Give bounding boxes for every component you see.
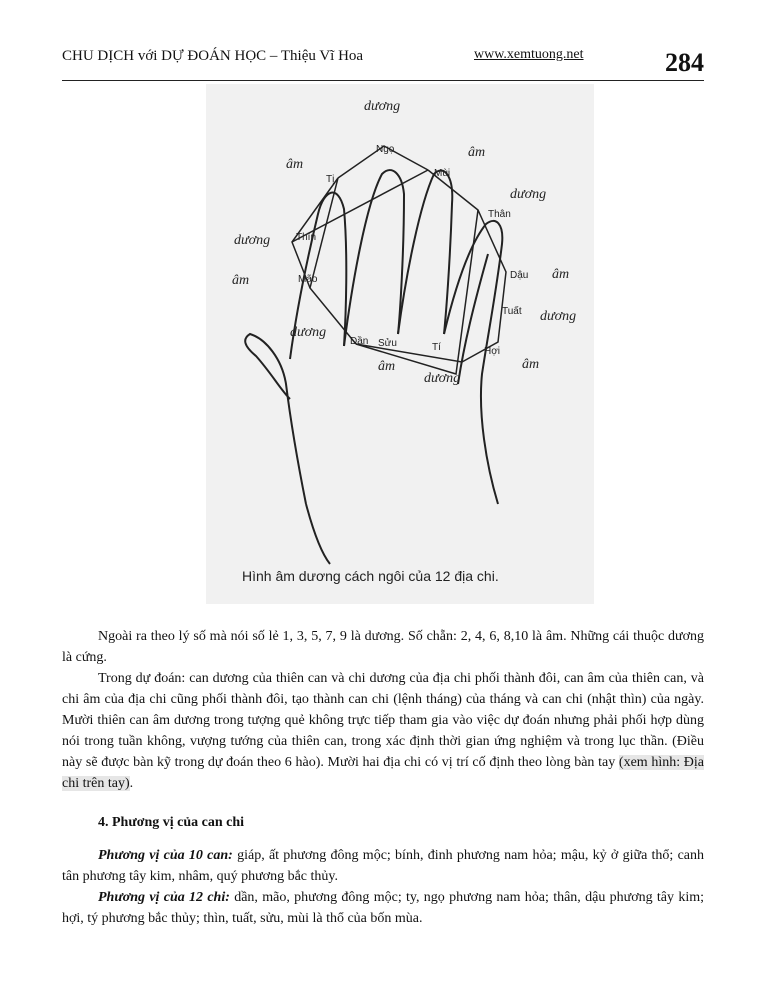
paragraph-3-label: Phương vị của 10 can: — [98, 848, 233, 863]
label-suu: Sửu — [378, 338, 397, 349]
label-ti-top: Tị — [326, 174, 335, 185]
label-hoi: Hợi — [484, 346, 501, 357]
label-am-bottom: âm — [378, 359, 396, 374]
page-header — [62, 44, 704, 81]
label-than: Thân — [488, 209, 511, 220]
label-mui: Mùi — [434, 168, 451, 179]
page-number: 284 — [665, 48, 704, 77]
label-ti-bottom: Tí — [432, 342, 441, 353]
paragraph-3 — [62, 845, 704, 887]
label-am-right-bottom: âm — [522, 357, 540, 372]
label-dau: Dậu — [510, 270, 529, 281]
paragraph-2 — [62, 668, 704, 794]
label-am-left: âm — [232, 273, 250, 288]
website-link[interactable]: www.xemtuong.net — [474, 47, 584, 62]
label-am-topleft: âm — [286, 157, 304, 172]
label-ngo: Ngọ — [376, 144, 395, 155]
label-mao: Mão — [298, 274, 318, 285]
label-duong-thumb: dương — [290, 325, 327, 340]
label-duong-right: dương — [510, 187, 547, 202]
section-title: 4. Phương vị của can chi — [98, 815, 245, 830]
hand-outline — [245, 170, 502, 564]
paragraph-4-text: dần, mão, phương đông mộc; ty, ngọ phương nam hỏa; thân, dậu phương tây kim; hợi, tý phương bắc thủy; thìn, tuất, sửu, mùi là thổ của bốn mùa. — [62, 890, 704, 926]
label-dan: Dần — [350, 336, 369, 347]
paragraph-4 — [62, 887, 704, 929]
paragraph-4-label: Phương vị của 12 chi: — [98, 890, 230, 905]
figure-caption: Hình âm dương cách ngôi của 12 địa chi. — [242, 568, 499, 584]
book-title: CHU DỊCH với DỰ ĐOÁN HỌC – Thiệu Vĩ Hoa — [62, 48, 364, 64]
label-am-right: âm — [552, 267, 570, 282]
label-duong-bottom: dương — [424, 371, 461, 386]
hand-diagram — [206, 84, 594, 604]
paragraph-2-text: Trong dự đoán: can dương của thiên can và chi dương của địa chi phối thành đôi, can âm của thiên can, và chi âm của địa chi cũng phối thành đôi, tạo thành can chi (lệnh tháng) của tháng và can chi (nhật thìn) của ngày. Mười thiên can âm dương trong tượng quẻ không trực tiếp tham gia vào việc dự đoán nhưng phải phối hợp dùng nói trong tuần không, vượng tướng của thiên can, trong xác định thời gian ứng nghiệm và trong lục thần. (Điều này sẽ được bàn kỹ trong dự đoán theo 6 hào). Mười hai địa chi có vị trí cố định theo lòng bàn tay — [62, 671, 704, 770]
label-thin: Thìn — [296, 232, 317, 243]
label-am-topright: âm — [468, 145, 486, 160]
label-duong-left: dương — [234, 233, 271, 248]
label-tuat: Tuất — [502, 306, 522, 317]
paragraph-2-end: . — [129, 776, 134, 791]
label-duong-top: dương — [364, 99, 401, 114]
paragraph-1: Ngoài ra theo lý số mà nói số lẻ 1, 3, 5, 7, 9 là dương. Số chẵn: 2, 4, 6, 8,10 là âm. Những cái thuộc dương là cứng. — [62, 629, 704, 665]
hand-figure — [206, 84, 594, 604]
body-text — [62, 626, 704, 929]
hand-figure-link[interactable]: (xem hình: Địa chi trên tay) — [62, 755, 705, 791]
paragraph-3-text: giáp, ất phương đông mộc; bính, đinh phương nam hỏa; mậu, kỷ ở giữa thổ; canh tân phương tây kim, nhâm, quý phương bắc thủy. — [62, 848, 705, 884]
label-duong-right-low: dương — [540, 309, 577, 324]
